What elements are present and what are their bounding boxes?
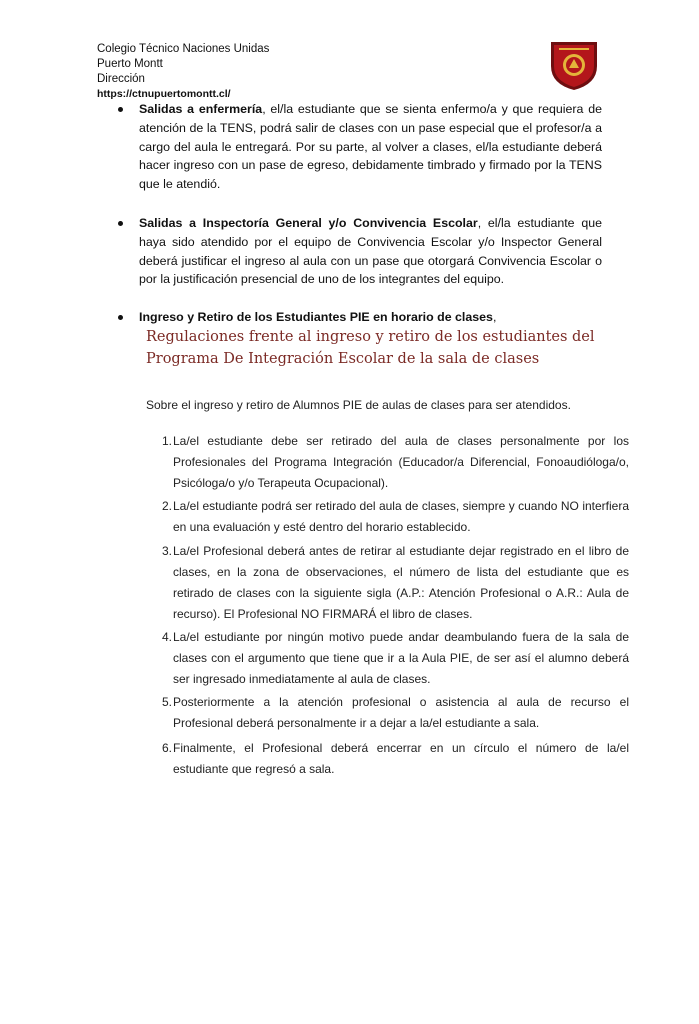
rule-text: Posteriormente a la atención profesional o asistencia al aula de recurso el Profesional deberá personalmente ir a dejar a la/el estudiante a sala. xyxy=(173,695,629,730)
rule-item xyxy=(146,738,629,780)
bullet-text: , el/la estudiante que haya sido atendido por el equipo de Convivencia Escolar y/o Inspector General deberá justificar el ingreso al aula con un pase que otorgará Convivencia Escolar o por la justificación presencial de uno de los integrantes del equipo. xyxy=(139,215,602,287)
school-crest-logo xyxy=(547,38,601,92)
department-name: Dirección xyxy=(97,73,145,85)
school-url: https://ctnupuertomontt.cl/ xyxy=(97,88,231,100)
regulations-rule-list xyxy=(146,431,629,780)
school-name: Colegio Técnico Naciones Unidas xyxy=(97,43,270,55)
document-header xyxy=(97,42,269,102)
rule-item xyxy=(146,627,629,690)
rule-item xyxy=(146,431,629,494)
bullet-item-inspectoria xyxy=(116,214,602,289)
rule-number: 4. xyxy=(162,630,173,644)
rule-number: 5. xyxy=(162,695,173,709)
bullet-text: , xyxy=(492,310,497,325)
bullet-title: Salidas a Inspectoría General y/o Convivencia Escolar xyxy=(139,215,478,230)
rule-item xyxy=(146,692,629,734)
rule-number: 2. xyxy=(162,499,173,513)
rule-text: La/el estudiante por ningún motivo puede andar deambulando fuera de la sala de clases con el argumento que tiene que ir a la Aula PIE, de ser así el alumno deberá ser ingresado inmediatamente al aula de clases. xyxy=(173,630,629,686)
bullet-list xyxy=(116,100,602,327)
bullet-dot-icon xyxy=(118,221,123,226)
rule-number: 3. xyxy=(162,544,173,558)
rule-text: La/el estudiante debe ser retirado del aula de clases personalmente por los Profesionales del Programa Integración (Educador/a Diferencial, Fonoaudióloga/o, Psicóloga/o y/o Terapeuta Ocupacional). xyxy=(173,434,629,490)
rule-text: La/el Profesional deberá antes de retirar al estudiante dejar registrado en el libro de clases, en la zona de observaciones, el número de lista del estudiante que es retirado de clases con la siguiente sigla (A.P.: Atención Profesional o A.R.: Aula de recurso). El Profesional NO FIRMARÁ el libro de clases. xyxy=(173,544,629,621)
bullet-dot-icon xyxy=(118,315,123,320)
regulations-title: Regulaciones frente al ingreso y retiro de los estudiantes del Programa De Integración Escolar de la sala de clases xyxy=(146,329,595,367)
bullet-item-pie xyxy=(116,308,602,327)
rule-item xyxy=(146,496,629,538)
rule-text: Finalmente, el Profesional deberá encerrar en un círculo el número de la/el estudiante que regresó a sala. xyxy=(173,741,629,776)
bullet-dot-icon xyxy=(118,107,123,112)
regulations-intro: Sobre el ingreso y retiro de Alumnos PIE de aulas de clases para ser atendidos. xyxy=(146,398,571,412)
bullet-item-enfermeria xyxy=(116,100,602,194)
rule-number: 6. xyxy=(162,741,173,755)
rule-text: La/el estudiante podrá ser retirado del aula de clases, siempre y cuando NO interfiera en una evaluación y esté dentro del horario establecido. xyxy=(173,499,629,534)
bullet-text: , el/la estudiante que se sienta enfermo/a y que requiera de atención de la TENS, podrá salir de clases con un pase especial que el profesor/a a cargo del aula le entregará. Por su parte, al volver a clases, el/la estudiante deberá hacer ingreso con un pase de egreso, debidamente timbrado y firmado por la TENS que le atendió. xyxy=(139,102,602,192)
bullet-title: Salidas a enfermería xyxy=(139,102,263,116)
rule-item xyxy=(146,541,629,625)
school-city: Puerto Montt xyxy=(97,58,163,70)
bullet-title: Ingreso y Retiro de los Estudiantes PIE en horario de clases xyxy=(139,310,493,325)
rule-number: 1. xyxy=(162,434,173,448)
